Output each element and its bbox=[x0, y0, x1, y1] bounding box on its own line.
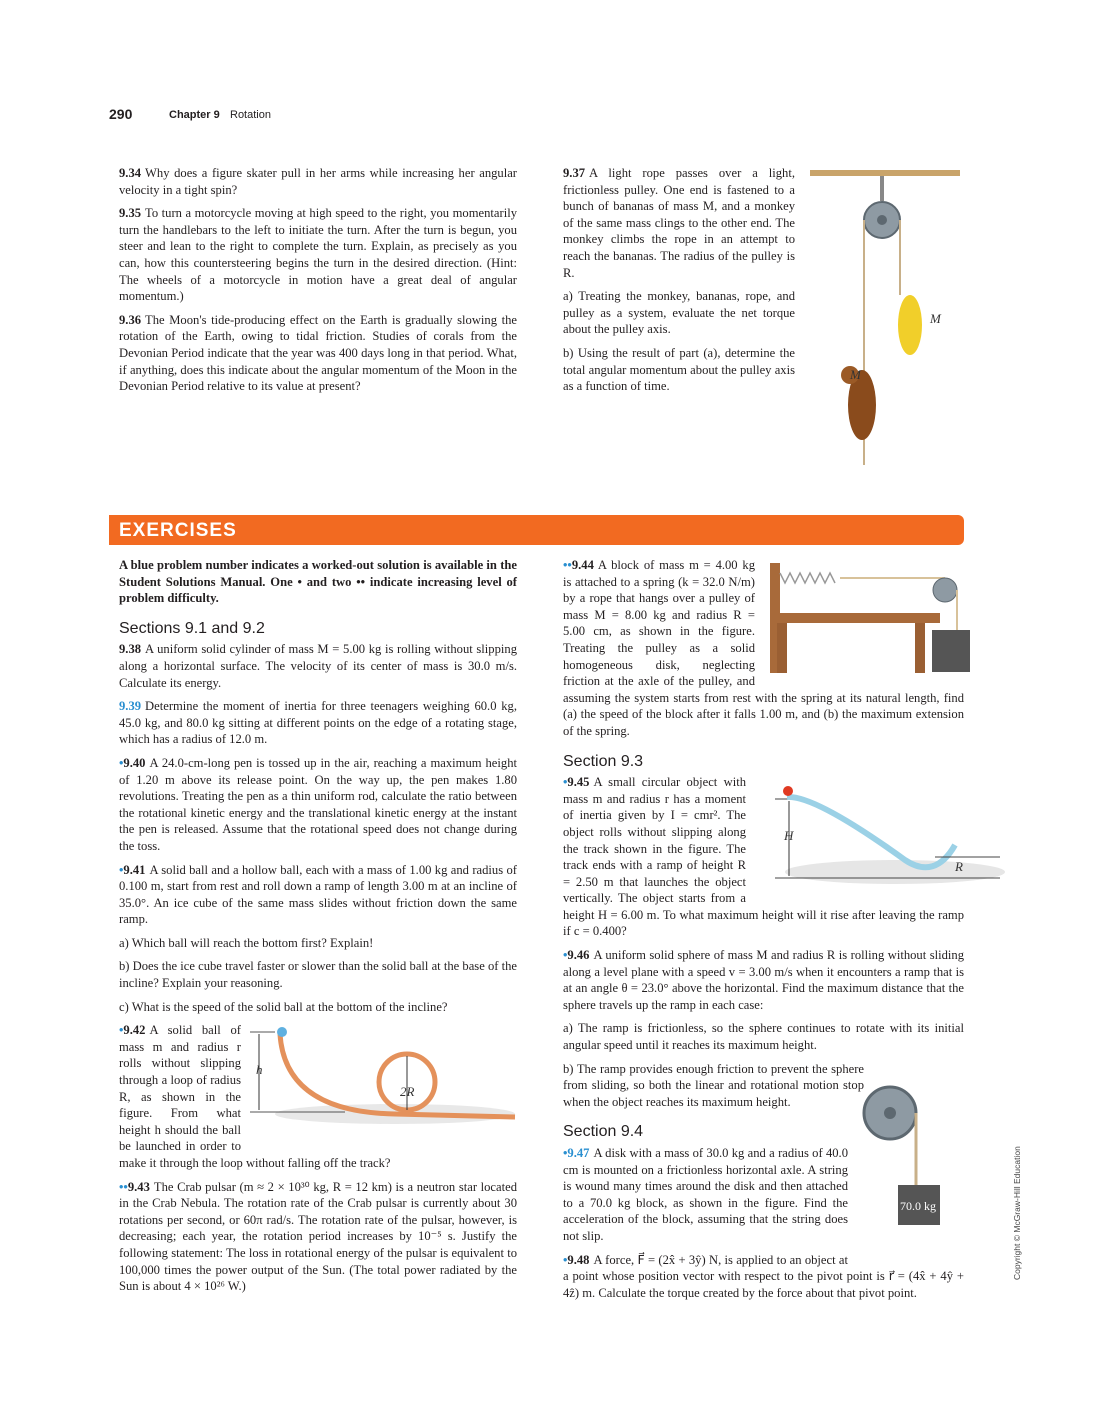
section-heading: Section 9.3 bbox=[563, 752, 644, 770]
loop-track-figure bbox=[245, 1022, 520, 1134]
problem-text: A uniform solid sphere of mass M and radius R is rolling without sliding along a level plane with a speed v = 3.00 m/s when it encounters a ramp that is at an angle θ = 23.0° above the horizontal. Find the maximum distance that the sphere travels up the ramp in each case: bbox=[563, 948, 964, 1012]
page-number: 290 bbox=[109, 106, 133, 122]
problem-number: 9.35 bbox=[119, 206, 142, 221]
ramp-R-label: R bbox=[955, 859, 963, 874]
problem-number: 9.46 bbox=[567, 948, 590, 963]
problem-text: A solid ball and a hollow ball, each with a mass of 1.00 kg and radius of 0.100 m, start from rest and roll down a ramp of length 3.00 m at an incline of 35.0°. An ice cube of the same mass slides without friction down the same ramp. bbox=[119, 862, 517, 927]
problem-9-41-c: c) What is the speed of the solid ball at the bottom of the incline? bbox=[119, 999, 448, 1014]
problem-number: 9.43 bbox=[127, 1179, 150, 1194]
problem-number: 9.42 bbox=[123, 1023, 146, 1038]
spring-icon bbox=[780, 573, 835, 583]
problem-text: A light rope passes over a light, frictionless pulley. One end is fastened to a bunch of bananas of mass M, and a monkey of the same mass clings to the other end. The monkey climbs the rope in an attempt to reach the bananas. The radius of the pulley is R. bbox=[563, 166, 795, 280]
chapter-label: Chapter 9 bbox=[169, 109, 220, 121]
problem-text: The Crab pulsar (m ≈ 2 × 10³⁰ kg, R = 12 km) is a neutron star located in the Crab Nebula. The rotation rate of the Crab pulsar is currently about 30 rotations per second, or 60π rad/s. The rotation rate of the pulsar, however, is decreasing; each year, the rotation period increases by 10⁻⁵ s. Justify the following statement: The loss in rotational energy of the pulsar is equivalent to 100,000 times the power output of the Sun. (The total power radiated by the Sun is about 4 × 10²⁶ W.) bbox=[119, 1179, 517, 1294]
problem-text: Why does a figure skater pull in her arms while increasing her angular velocity in a tight spin? bbox=[119, 166, 517, 197]
problem-number: 9.45 bbox=[567, 775, 590, 790]
exercises-title: EXERCISES bbox=[119, 520, 237, 541]
difficulty-dots: • bbox=[563, 775, 568, 790]
problem-text: A 24.0-cm-long pen is tossed up in the air, reaching a maximum height of 1.20 m above its release point. On the way up, the pen makes 1.80 revolutions. Treating the pen as a thin uniform rod, calculate the ratio between the rotational kinetic energy and the translational kinetic energy at the instant the pen is released. Assume that the rotational speed does not change during the toss. bbox=[119, 755, 517, 853]
problem-text: The Moon's tide-producing effect on the Earth is gradually slowing the rotation of the Earth, owing to tidal friction. Studies of corals from the Devonian Period indicate that the year was 400 days long in that period. What, if anything, does this indicate about the angular momentum of the Moon in the Devonian Period relative to its value at present? bbox=[119, 312, 517, 394]
object-ball-icon bbox=[783, 786, 793, 796]
problem-text: A disk with a mass of 30.0 kg and a radius of 40.0 cm is mounted on a frictionless horizontal axle. A string is wound many times around the disk and then attached to a 70.0 kg block, as shown in the figure. Find the acceleration of the block, assuming that the string does not slip. bbox=[563, 1146, 848, 1243]
problem-text: A uniform solid cylinder of mass M = 5.00 kg is rolling without slipping along a horizontal surface. The velocity of its center of mass is 30.0 m/s. Calculate its energy. bbox=[119, 642, 517, 690]
problem-number: 9.47 bbox=[567, 1146, 590, 1160]
problem-number: 9.41 bbox=[123, 862, 146, 877]
disk-block-figure bbox=[858, 1085, 948, 1230]
problem-9-46-a: a) The ramp is frictionless, so the sphere continues to rotate with its initial angular speed until it reaches its maximum height. bbox=[563, 1021, 964, 1053]
problem-9-34 bbox=[119, 165, 517, 198]
monkey-pulley-figure bbox=[800, 165, 970, 475]
table-top bbox=[770, 613, 940, 623]
problem-text: A force, F⃗ = (2x̂ + 3ŷ) N, is applied to an object at a point whose position vector with respect to the pivot point is r⃗ = (4x̂ + 4ŷ + 4ẑ) m. Calculate the torque created by the force about that pivot point. bbox=[563, 1252, 964, 1300]
spring-pulley-figure bbox=[765, 558, 975, 678]
problem-9-37-b: b) Using the result of part (a), determine the total angular momentum about the pulley axis as a function of time. bbox=[563, 345, 795, 394]
problem-9-39 bbox=[119, 698, 517, 748]
ball-icon bbox=[277, 1027, 287, 1037]
difficulty-dots: • bbox=[563, 1252, 568, 1267]
block-mass-label: 70.0 kg bbox=[900, 1199, 936, 1213]
ceiling-beam bbox=[810, 170, 960, 176]
problem-9-37 bbox=[563, 165, 795, 281]
problem-number: 9.38 bbox=[119, 642, 142, 657]
chapter-title: Rotation bbox=[230, 109, 271, 121]
problem-text: A small circular object with mass m and radius r has a moment of inertia given by I = cmr². The object rolls without slipping along the track shown in the figure. The track ends with a ramp of height R = 2.50 m that launches the object vertically. The object starts from a height H = 6.00 m. To what maximum height will it rise after leaving the ramp if c = 0.400? bbox=[563, 775, 964, 939]
exercises-intro: A blue problem number indicates a worked-out solution is available in the Student Solutions Manual. One • and two •• indicate increasing level of problem difficulty. bbox=[119, 558, 517, 606]
height-label: h bbox=[256, 1062, 263, 1077]
problem-9-36 bbox=[119, 312, 517, 395]
ramp-track-figure bbox=[775, 780, 1005, 890]
height-H-label: H bbox=[784, 828, 794, 843]
diameter-label: 2R bbox=[400, 1084, 415, 1099]
problem-text: Determine the moment of inertia for three teenagers weighing 60.0 kg, 45.0 kg, and 80.0 kg sitting at different points on the edge of a rotating stage, which has a radius of 12.0 m. bbox=[119, 699, 517, 747]
section-heading: Section 9.4 bbox=[563, 1123, 644, 1141]
difficulty-dots: •• bbox=[563, 558, 572, 572]
problem-text: To turn a motorcycle moving at high speed to the right, you momentarily turn the handlebars to the left to initiate the turn. After the turn is begun, you steer and lean to the right to complete the turn. Explain, as precisely as you can, how this countersteering begins the turn in the desired direction. (Hint: The wheels of a motorcycle in motion have a great deal of angular momentum.) bbox=[119, 206, 517, 304]
problem-9-41 bbox=[119, 862, 517, 928]
difficulty-dots: • bbox=[563, 948, 568, 963]
problem-number: 9.48 bbox=[567, 1252, 590, 1267]
problem-number: 9.36 bbox=[119, 312, 142, 327]
difficulty-dots: •• bbox=[119, 1179, 128, 1194]
problem-text: A block of mass m = 4.00 kg is attached to a spring (k = 32.0 N/m) by a rope that hangs over a pulley of mass M = 8.00 kg and radius R = 5.00 cm, as shown in the figure. Treating the pulley as a solid homogeneous disk, neglecting friction at the axle of the pulley, and assuming the system starts from rest with the spring at its natural length, find (a) the speed of the block after it falls 1.00 m, and (b) the maximum extension of the spring. bbox=[563, 558, 964, 738]
problem-9-41-a: a) Which ball will reach the bottom first? Explain! bbox=[119, 935, 374, 950]
block-icon bbox=[932, 630, 970, 672]
problem-number: 9.40 bbox=[123, 755, 146, 770]
problem-9-46 bbox=[563, 947, 964, 1013]
top-left-column bbox=[119, 165, 517, 402]
top-right-column bbox=[563, 165, 795, 402]
difficulty-dots: • bbox=[119, 862, 124, 877]
bananas-mass-label: M bbox=[930, 311, 941, 326]
exercises-left-column bbox=[119, 557, 517, 1302]
problem-9-38 bbox=[119, 641, 517, 691]
copyright-notice: Copyright © McGraw-Hill Education bbox=[1012, 1146, 1022, 1280]
problem-9-43 bbox=[119, 1179, 517, 1295]
problem-9-37-a: a) Treating the monkey, bananas, rope, and pulley as a system, evaluate the net torque about the pulley axis. bbox=[563, 289, 795, 337]
problem-text: A solid ball of mass m and radius r rolls without slipping through a loop of radius R, as shown in the figure. From what height h should the ball be launched in order to make it through the loop without falling off the track? bbox=[119, 1023, 391, 1170]
exercises-banner bbox=[109, 515, 964, 545]
difficulty-dots: • bbox=[563, 1146, 568, 1160]
problem-number: 9.34 bbox=[119, 166, 142, 180]
pulley-icon bbox=[933, 578, 957, 602]
difficulty-dots: • bbox=[119, 1023, 124, 1038]
problem-9-41-b: b) Does the ice cube travel faster or slower than the solid ball at the base of the incline? Explain your reasoning. bbox=[119, 959, 517, 991]
problem-number: 9.44 bbox=[571, 558, 594, 572]
problem-9-35 bbox=[119, 205, 517, 305]
problem-9-46-b: b) The ramp provides enough friction to prevent the sphere from sliding, so both the linear and rotational motion stop when the object reaches its maximum height. bbox=[563, 1061, 864, 1109]
track bbox=[787, 797, 955, 867]
monkey-mass-label: M bbox=[850, 367, 861, 382]
problem-9-48 bbox=[563, 1252, 964, 1302]
problem-number: 9.39 bbox=[119, 699, 142, 714]
bananas-icon bbox=[898, 295, 922, 355]
difficulty-dots: • bbox=[119, 755, 124, 770]
section-heading: Sections 9.1 and 9.2 bbox=[119, 619, 265, 637]
problem-number: 9.37 bbox=[563, 166, 586, 180]
problem-9-40 bbox=[119, 755, 517, 855]
